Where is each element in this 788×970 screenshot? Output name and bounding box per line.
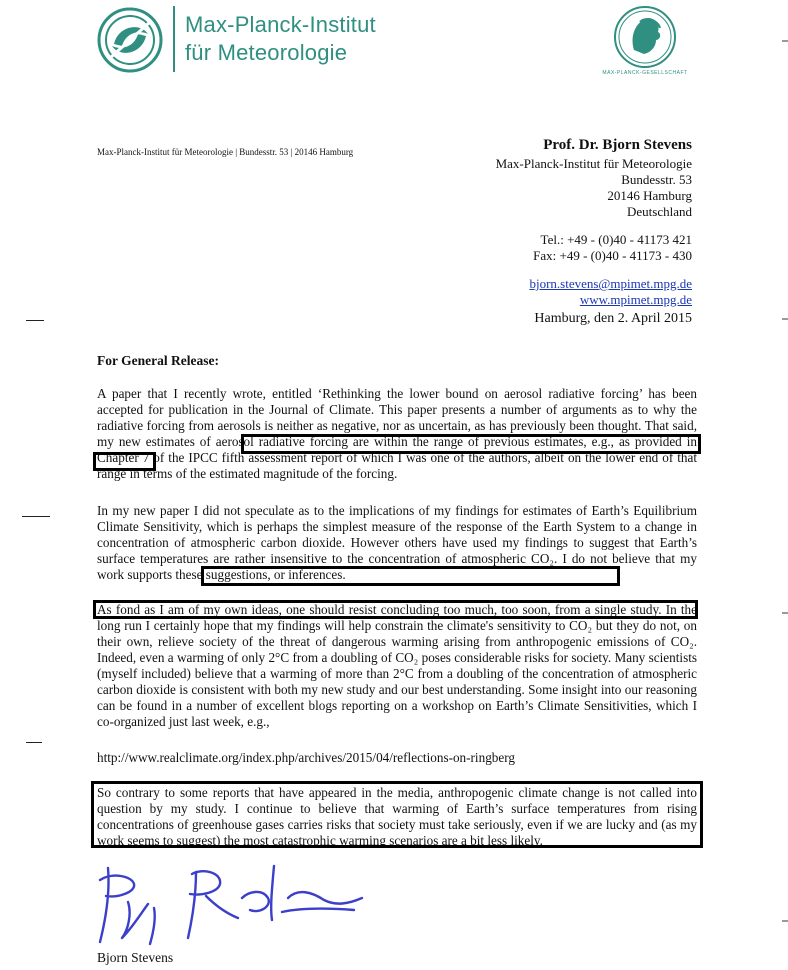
minerva-seal-icon: [610, 4, 680, 70]
address-line: Max-Planck-Institut für Meteorologie: [495, 156, 692, 171]
signature-name: Bjorn Stevens: [97, 950, 174, 965]
mpg-seal: [602, 4, 688, 80]
website-link[interactable]: www.mpimet.mpg.de: [579, 292, 692, 307]
fold-mark: [26, 742, 42, 743]
mpg-label: MAX-PLANCK-GESELLSCHAFT: [602, 70, 688, 76]
address-line: Deutschland: [627, 204, 692, 219]
edge-mark: [782, 920, 788, 922]
paragraph-1: A paper that I recently wrote, entitled ‘Rethinking the lower bound on aerosol radiative forcing’ has been accepted for publication in the Journal of Climate. This paper presents a number of arguments as to why the radiative forcing from aerosols is neither as negative, nor as uncertain, as has previously been thought. That said, my new estimates of aerosol radiative forcing are within the range of previous estimates, e.g., as provided in Chapter 7 of the IPCC fifth assessment report of which I was one of the authors, albeit on the lower end of that range in terms of the estimated magnitude of the forcing.: [97, 386, 697, 481]
fold-mark: [22, 516, 50, 517]
highlight-box: [93, 600, 698, 619]
url-line: http://www.realclimate.org/index.php/archives/2015/04/reflections-on-ringberg: [97, 750, 515, 765]
address-line: 20146 Hamburg: [607, 188, 692, 203]
paragraph-2: In my new paper I did not speculate as to the implications of my findings for estimates of Earth’s Equilibrium Climate Sensitivity, which is perhaps the simplest measure of the response of the Earth System to a change in concentration of atmospheric carbon dioxide. However others have used my findings to suggest that Earth’s surface temperatures are rather insensitive to the concentration of atmospheric CO₂. I do not believe that my work supports these suggestions, or inferences.: [97, 503, 697, 582]
logo-divider: [173, 6, 175, 72]
fold-mark: [26, 320, 44, 321]
paragraph-4: So contrary to some reports that have appeared in the media, anthropogenic climate change is not called into question by my study. I continue to believe that warming of Earth’s surface temperatures from rising concentrations of greenhouse gases carries risks that society must take seriously, even if we are lucky and (as my work seems to suggest) the most catastrophic warming scenarios are a bit less likely.: [97, 785, 697, 848]
institute-name-line2: für Meteorologie: [185, 40, 348, 65]
signature: [92, 858, 372, 950]
edge-mark: [782, 40, 788, 42]
sender-line: Max-Planck-Institut für Meteorologie | Bundesstr. 53 | 20146 Hamburg: [97, 147, 354, 157]
institute-name-line1: Max-Planck-Institut: [185, 12, 376, 37]
highlight-box: [93, 452, 156, 471]
mpi-emblem-icon: [96, 6, 164, 74]
handwritten-signature-icon: [92, 858, 372, 950]
address-block: [432, 137, 692, 308]
fax: Fax: +49 - (0)40 - 41173 - 430: [533, 248, 692, 263]
highlight-box: [201, 566, 620, 586]
letter-date: Hamburg, den 2. April 2015: [534, 311, 692, 326]
author-name: Prof. Dr. Bjorn Stevens: [543, 137, 692, 153]
telephone: Tel.: +49 - (0)40 - 41173 421: [540, 232, 692, 247]
highlight-box: [91, 781, 703, 848]
mpi-logo: [96, 6, 164, 74]
address-line: Bundesstr. 53: [621, 172, 692, 187]
edge-mark: [782, 318, 788, 320]
email-link[interactable]: bjorn.stevens@mpimet.mpg.de: [529, 276, 692, 291]
highlight-box: [241, 434, 701, 454]
release-heading: For General Release:: [97, 353, 219, 368]
edge-mark: [782, 612, 788, 614]
paragraph-3: As fond as I am of my own ideas, one should resist concluding too much, too soon, from a single study. In the long run I certainly hope that my findings will help constrain the climate's sensitivity to CO₂ but they do not, on their own, relieve society of the threat of dangerous warming arising from anthropogenic emissions of CO₂. Indeed, even a warming of only 2°C from a doubling of CO₂ poses considerable risks for society. Many scientists (myself included) believe that a warming of more than 2°C from a doubling of the concentration of atmospheric carbon dioxide is consistent with both my new study and our best understanding. Some insight into our reasoning can be found in a number of excellent blogs reporting on a workshop on Earth’s Climate Sensitivities, which I co-organized just last week, e.g.,: [97, 602, 697, 729]
